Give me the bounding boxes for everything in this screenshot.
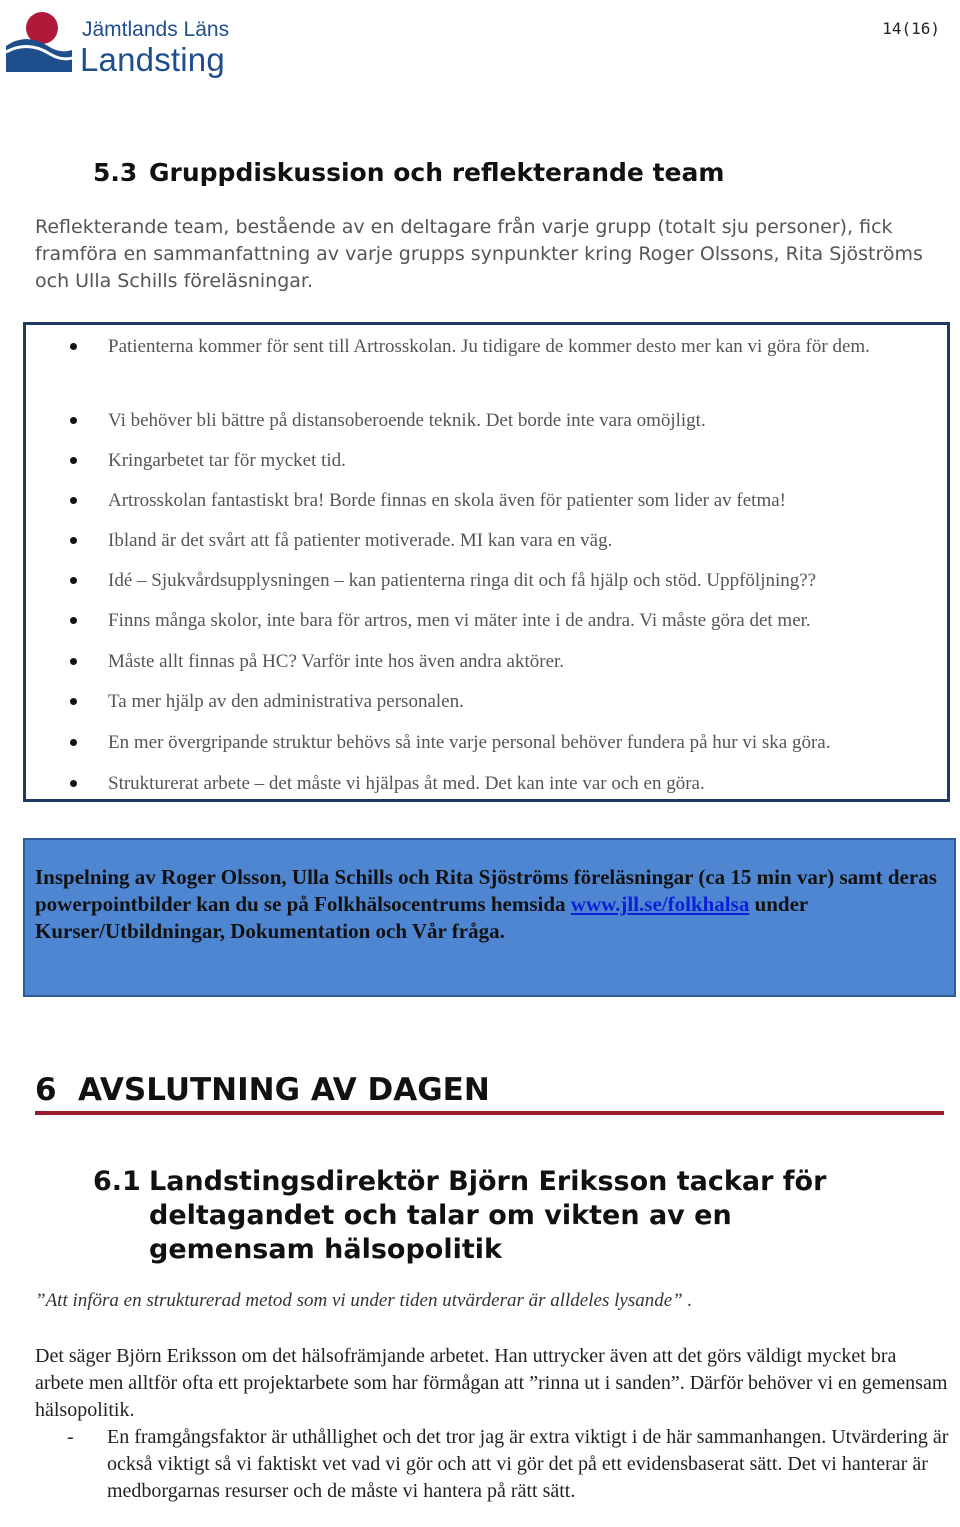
discussion-bullet-box <box>23 322 950 802</box>
bullet-icon <box>70 537 77 544</box>
bullet-icon <box>70 617 77 624</box>
folkhalsa-link[interactable]: www.jll.se/folkhalsa <box>570 892 750 916</box>
bullet-icon <box>70 739 77 746</box>
info-text-end: under Kurser/Utbildningar, Dokumentation och Vår fråga. <box>35 892 808 943</box>
bullet-icon <box>70 658 77 665</box>
list-item: En mer övergripande struktur behövs så inte varje personal behöver fundera på hur vi ska göra. <box>108 724 938 761</box>
list-item: Ibland är det svårt att få patienter motiverade. MI kan vara en väg. <box>108 522 938 559</box>
logo-text-line2: Landsting <box>80 41 225 78</box>
section-6-heading <box>35 1072 490 1108</box>
page-number: 14(16) <box>882 19 940 38</box>
list-item: Strukturerat arbete – det måste vi hjälpas åt med. Det kan inte var och en göra. <box>108 765 938 802</box>
intro-paragraph: Reflekterande team, bestående av en deltagare från varje grupp (totalt sju personer), fick framföra en sammanfattning av varje grupps synpunkter kring Roger Olssons, Rita Sjöströms och Ulla Schills föreläsningar. <box>35 216 923 292</box>
dash-item-text: En framgångsfaktor är uthållighet och det tror jag är extra viktigt i de här sammanhangen. Utvärdering är också viktigt så vi faktiskt vet vad vi gör och att vi gör det på ett evidensbaserat sätt. Det vi hanterar är medborgarnas resurser och de måste vi hantera på rätt sätt. <box>107 1426 949 1502</box>
section-number: 5.3 <box>93 158 138 187</box>
bullet-icon <box>70 343 77 350</box>
section-title: Gruppdiskussion och reflekterande team <box>149 158 725 187</box>
logo-text-line1: Jämtlands Läns <box>82 18 230 41</box>
bullet-icon <box>70 577 77 584</box>
logo-emblem-icon <box>4 6 76 76</box>
bullet-icon <box>70 457 77 464</box>
section-title: AVSLUTNING AV DAGEN <box>78 1072 490 1108</box>
bullet-icon <box>70 497 77 504</box>
quote: ”Att införa en strukturerad metod som vi under tiden utvärderar är alldeles lysande” . <box>35 1290 693 1311</box>
body-paragraph: Det säger Björn Eriksson om det hälsofrämjande arbetet. Han uttrycker även att det görs väldigt mycket bra arbete men alltför ofta ett projektarbete som har förmågan att ”rinna ut i sanden”. Därför behöver vi en gemensam hälsopolitik. <box>35 1345 948 1421</box>
list-item: Kringarbetet tar för mycket tid. <box>108 442 938 479</box>
landsting-logo <box>4 6 244 80</box>
dash-list-item <box>35 1424 950 1505</box>
section-5-3-heading <box>93 158 724 187</box>
bullet-icon <box>70 417 77 424</box>
list-item: Vi behöver bli bättre på distansoberoende teknik. Det borde inte vara omöjligt. <box>108 402 938 439</box>
section-title: Landstingsdirektör Björn Eriksson tackar för deltagandet och talar om vikten av en gemensam hälsopolitik <box>149 1166 827 1265</box>
list-item: Måste allt finnas på HC? Varför inte hos även andra aktörer. <box>108 643 938 680</box>
list-item: Finns många skolor, inte bara för artros, men vi mäter inte i de andra. Vi måste göra det mer. <box>108 602 938 639</box>
section-number: 6.1 <box>93 1166 141 1197</box>
section-6-1-heading <box>93 1165 893 1267</box>
bullet-icon <box>70 780 77 787</box>
recording-info-box <box>23 838 956 997</box>
list-item: Patienterna kommer för sent till Artrosskolan. Ju tidigare de kommer desto mer kan vi göra för dem. <box>108 328 938 365</box>
section-number: 6 <box>35 1072 57 1108</box>
list-item: Artrosskolan fantastiskt bra! Borde finnas en skola även för patienter som lider av fetma! <box>108 482 938 519</box>
info-text: Inspelning av Roger Olsson, Ulla Schills och Rita Sjöströms föreläsningar (ca 15 min var) samt deras powerpointbilder kan du se på Folkhälsocentrums hemsida <box>35 865 937 916</box>
dash-marker: - <box>67 1426 74 1448</box>
heading-divider <box>35 1111 944 1115</box>
list-item: Ta mer hjälp av den administrativa personalen. <box>108 683 938 720</box>
bullet-icon <box>70 698 77 705</box>
list-item: Idé – Sjukvårdsupplysningen – kan patienterna ringa dit och få hjälp och stöd. Uppföljning?? <box>108 562 938 599</box>
